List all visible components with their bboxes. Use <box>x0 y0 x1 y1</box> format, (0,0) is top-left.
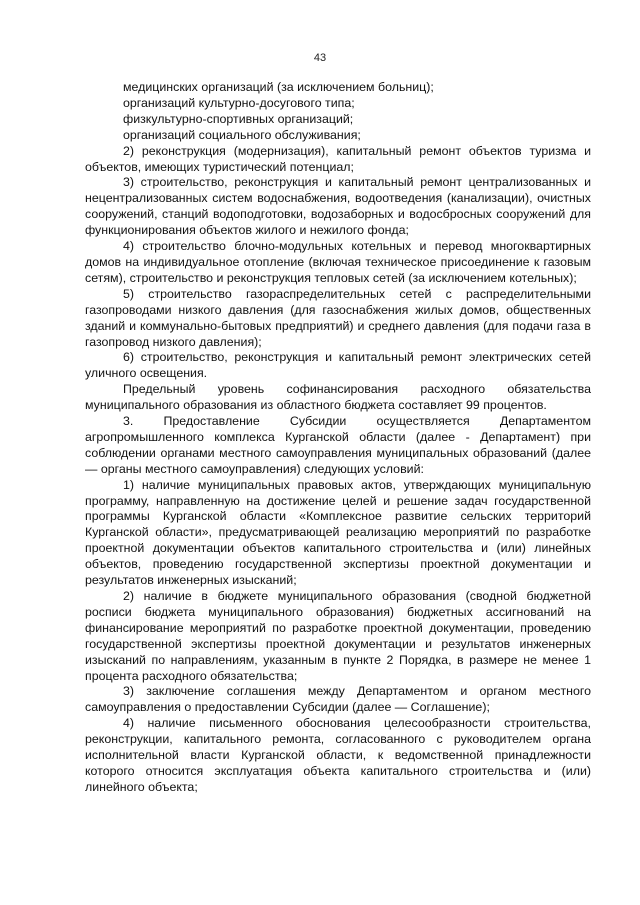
paragraph: 3) строительство, реконструкция и капитальный ремонт централизованных и нецентрализованных систем водоснабжения, водоотведения (канализации), очистных сооружений, станций водоподготовки, водозаборных и водосбросных сооружений для функционирования объектов жилого и нежилого фонда; <box>85 175 591 238</box>
paragraph: организаций культурно-досугового типа; <box>123 95 355 110</box>
paragraph: организаций социального обслуживания; <box>123 127 361 142</box>
page-number: 43 <box>313 52 327 64</box>
paragraph: медицинских организаций (за исключением больниц); <box>123 80 434 94</box>
paragraph: 3. Предоставление Субсидии осуществляется Департаментом агропромышленного комплекса Курганской области (далее - Департамент) при соблюдении органами местного самоуправления муниципальных образований (далее — органы местного самоуправления) следующих условий: <box>85 414 591 476</box>
paragraph: 6) строительство, реконструкция и капитальный ремонт электрических сетей уличного освещения. <box>85 350 591 381</box>
paragraph: 1) наличие муниципальных правовых актов, утверждающих муниципальную программу, направленную на достижение целей и решение задач государственной программы Курганской области «Комплексное развитие сельских территорий Курганской области», предусматривающей реализацию мероприятий по разработке проектной документации объектов капитального строительства и (или) линейных объектов, проведению государственной экспертизы проектной документации и результатов инженерных изысканий; <box>85 477 591 588</box>
paragraph: 2) реконструкция (модернизация), капитальный ремонт объектов туризма и объектов, имеющих туристический потенциал; <box>85 143 591 174</box>
paragraph: физкультурно-спортивных организаций; <box>123 111 354 126</box>
paragraph: 4) строительство блочно-модульных котельных и перевод многоквартирных домов на индивидуальное отопление (включая техническое присоединение к газовым сетям), строительство и реконструкция тепловых сетей (за исключением котельных); <box>85 239 591 285</box>
document-body <box>85 80 591 796</box>
paragraph: 2) наличие в бюджете муниципального образования (сводной бюджетной росписи бюджета муниципального образования) бюджетных ассигнований на финансирование мероприятий по разработке проектной документации, проведению государственной экспертизы проектной документации и результатов инженерных изысканий по направлениям, указанным в пункте 2 Порядка, в размере не менее 1 процента расходного обязательства; <box>85 589 591 683</box>
paragraph: 4) наличие письменного обоснования целесообразности строительства, реконструкции, капитального ремонта, согласованного с руководителем органа исполнительной власти Курганской области, к ведомственной принадлежности которого относится эксплуатация объекта капитального строительства и (или) линейного объекта; <box>85 716 591 794</box>
paragraph: 5) строительство газораспределительных сетей с распределительными газопроводами низкого давления (для газоснабжения жилых домов, общественных зданий и коммунально-бытовых предприятий) и среднего давления (для подачи газа в газопровод низкого давления); <box>85 286 591 349</box>
paragraph: Предельный уровень софинансирования расходного обязательства муниципального образования из областного бюджета составляет 99 процентов. <box>85 382 591 413</box>
paragraph: 3) заключение соглашения между Департаментом и органом местного самоуправления о предоставлении Субсидии (далее — Соглашение); <box>85 684 591 715</box>
